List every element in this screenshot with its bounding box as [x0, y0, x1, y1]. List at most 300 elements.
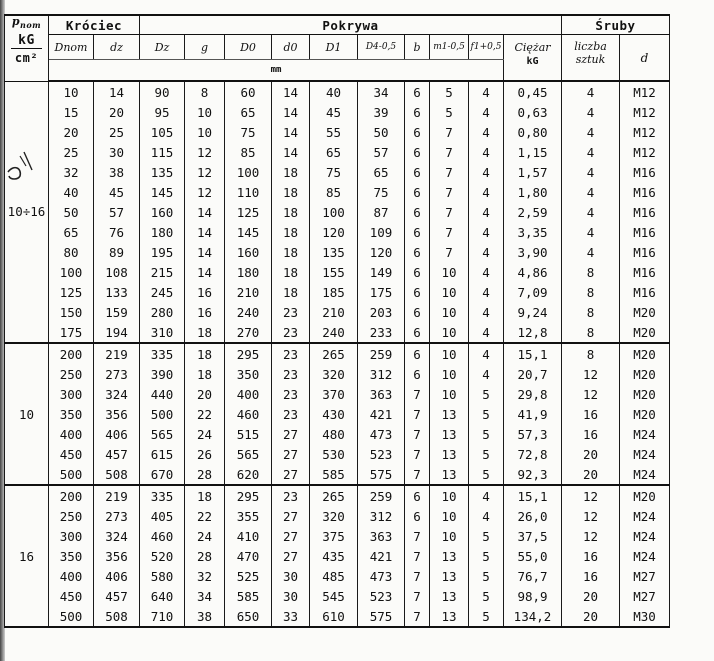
table-cell: 356: [94, 546, 140, 566]
table-cell: 23: [272, 384, 310, 404]
table-cell: 95: [140, 102, 185, 122]
table-cell: 240: [310, 322, 358, 343]
table-cell: 12: [185, 142, 225, 162]
table-cell: 8: [562, 262, 620, 282]
table-cell: 523: [358, 444, 405, 464]
table-cell: 20: [185, 384, 225, 404]
table-cell: M20: [620, 302, 670, 322]
table-cell: M16: [620, 202, 670, 222]
table-cell: 0,63: [504, 102, 562, 122]
table-cell: 20: [562, 464, 620, 485]
table-row: [5, 444, 670, 464]
col-g: g: [185, 35, 225, 60]
table-cell: 312: [358, 506, 405, 526]
table-cell: 100: [310, 202, 358, 222]
table-cell: 300: [49, 526, 94, 546]
table-cell: M12: [620, 81, 670, 102]
table-cell: 18: [272, 282, 310, 302]
table-cell: 150: [49, 302, 94, 322]
table-cell: 295: [225, 485, 272, 506]
table-cell: 6: [405, 162, 430, 182]
table-cell: 363: [358, 526, 405, 546]
table-cell: 15,1: [504, 485, 562, 506]
table-cell: 320: [310, 506, 358, 526]
pnom-unit-top: kG: [11, 33, 42, 49]
table-cell: 10: [430, 506, 469, 526]
table-cell: 18: [185, 364, 225, 384]
table-cell: M20: [620, 485, 670, 506]
table-body: [5, 81, 670, 627]
table-cell: 14: [185, 222, 225, 242]
table-cell: 12: [185, 182, 225, 202]
table-cell: 4: [469, 142, 504, 162]
table-cell: 72,8: [504, 444, 562, 464]
table-cell: 400: [49, 424, 94, 444]
table-cell: 23: [272, 404, 310, 424]
table-cell: 450: [49, 444, 94, 464]
table-cell: 4: [469, 302, 504, 322]
table-cell: 265: [310, 485, 358, 506]
table-cell: M12: [620, 102, 670, 122]
table-row: [5, 485, 670, 506]
table-cell: 7: [405, 444, 430, 464]
table-cell: 610: [310, 606, 358, 627]
table-cell: 8: [562, 322, 620, 343]
table-row: [5, 322, 670, 343]
table-cell: 24: [185, 526, 225, 546]
table-cell: 0,80: [504, 122, 562, 142]
table-cell: 4: [562, 162, 620, 182]
table-cell: 195: [140, 242, 185, 262]
table-cell: 370: [310, 384, 358, 404]
table-row: [5, 102, 670, 122]
table-cell: 4: [469, 322, 504, 343]
table-cell: 200: [49, 343, 94, 364]
table-cell: 27: [272, 546, 310, 566]
table-cell: 620: [225, 464, 272, 485]
table-cell: 18: [185, 485, 225, 506]
table-row: [5, 424, 670, 444]
table-cell: 15,1: [504, 343, 562, 364]
table-cell: 4: [469, 202, 504, 222]
table-cell: 200: [49, 485, 94, 506]
table-cell: 8: [185, 81, 225, 102]
table-cell: 20,7: [504, 364, 562, 384]
table-cell: 33: [272, 606, 310, 627]
table-cell: 45: [310, 102, 358, 122]
sruby-header: Śruby: [562, 15, 670, 35]
table-cell: 6: [405, 182, 430, 202]
table-cell: 75: [310, 162, 358, 182]
pnom-header: [5, 15, 49, 81]
table-cell: 13: [430, 424, 469, 444]
table-cell: 16: [562, 546, 620, 566]
table-cell: 4: [562, 81, 620, 102]
table-cell: 34: [358, 81, 405, 102]
table-cell: 160: [140, 202, 185, 222]
table-cell: 133: [94, 282, 140, 302]
table-cell: 26,0: [504, 506, 562, 526]
table-cell: M20: [620, 404, 670, 424]
table-cell: 470: [225, 546, 272, 566]
table-cell: 7: [405, 424, 430, 444]
table-cell: 18: [185, 343, 225, 364]
table-row: [5, 262, 670, 282]
table-cell: 85: [310, 182, 358, 202]
table-cell: 12: [562, 485, 620, 506]
table-cell: 390: [140, 364, 185, 384]
table-cell: 25: [94, 122, 140, 142]
table-row: [5, 142, 670, 162]
table-cell: 406: [94, 566, 140, 586]
table-cell: 421: [358, 404, 405, 424]
table-cell: 473: [358, 424, 405, 444]
table-cell: 20: [562, 606, 620, 627]
table-cell: 57: [358, 142, 405, 162]
table-cell: 6: [405, 343, 430, 364]
table-cell: 76,7: [504, 566, 562, 586]
table-cell: 5: [469, 566, 504, 586]
table-cell: 530: [310, 444, 358, 464]
table-cell: 4: [469, 262, 504, 282]
table-cell: 460: [225, 404, 272, 424]
table-cell: 1,57: [504, 162, 562, 182]
table-cell: 13: [430, 546, 469, 566]
table-cell: 6: [405, 202, 430, 222]
table-cell: 7: [405, 566, 430, 586]
table-cell: 545: [310, 586, 358, 606]
table-cell: 240: [225, 302, 272, 322]
table-cell: 18: [272, 222, 310, 242]
table-cell: 565: [140, 424, 185, 444]
table-cell: 5: [469, 586, 504, 606]
table-cell: 27: [272, 506, 310, 526]
table-cell: 215: [140, 262, 185, 282]
table-cell: 7: [405, 546, 430, 566]
table-cell: 219: [94, 343, 140, 364]
table-cell: 430: [310, 404, 358, 424]
table-cell: 185: [310, 282, 358, 302]
table-cell: 14: [185, 262, 225, 282]
table-cell: 6: [405, 122, 430, 142]
col-d: d: [620, 35, 670, 82]
table-cell: 7: [430, 142, 469, 162]
table-cell: 10: [185, 122, 225, 142]
table-cell: 10: [430, 262, 469, 282]
table-cell: M20: [620, 384, 670, 404]
table-cell: 10: [185, 102, 225, 122]
table-cell: 135: [140, 162, 185, 182]
table-cell: 5: [469, 424, 504, 444]
unit-mm-label: mm: [49, 60, 504, 82]
table-cell: M27: [620, 566, 670, 586]
table-cell: 5: [430, 81, 469, 102]
table-cell: 1,15: [504, 142, 562, 162]
pokrywa-header: Pokrywa: [140, 15, 562, 35]
table-cell: 10: [430, 302, 469, 322]
table-cell: 15: [49, 102, 94, 122]
table-cell: 38: [185, 606, 225, 627]
table-cell: 13: [430, 566, 469, 586]
table-cell: 92,3: [504, 464, 562, 485]
table-cell: 8: [562, 343, 620, 364]
table-cell: 6: [405, 506, 430, 526]
table-cell: 460: [140, 526, 185, 546]
table-cell: 410: [225, 526, 272, 546]
pnom-value: 16: [5, 485, 49, 627]
table-cell: 508: [94, 464, 140, 485]
table-cell: 14: [272, 81, 310, 102]
table-cell: 7: [430, 222, 469, 242]
table-cell: 6: [405, 81, 430, 102]
table-cell: M16: [620, 242, 670, 262]
table-cell: 120: [310, 222, 358, 242]
table-cell: 259: [358, 485, 405, 506]
table-cell: 12,8: [504, 322, 562, 343]
table-cell: 4: [469, 81, 504, 102]
table-cell: 1,80: [504, 182, 562, 202]
table-cell: 22: [185, 404, 225, 424]
table-cell: 16: [185, 282, 225, 302]
table-cell: 4: [562, 122, 620, 142]
table-cell: 480: [310, 424, 358, 444]
table-cell: 0,45: [504, 81, 562, 102]
table-cell: 8: [562, 302, 620, 322]
table-cell: 7: [405, 606, 430, 627]
table-cell: 203: [358, 302, 405, 322]
table-cell: 18: [272, 182, 310, 202]
table-cell: 13: [430, 606, 469, 627]
table-cell: 110: [225, 182, 272, 202]
table-cell: 57,3: [504, 424, 562, 444]
table-cell: M20: [620, 364, 670, 384]
col-d0: d0: [272, 35, 310, 60]
table-cell: 41,9: [504, 404, 562, 424]
table-cell: 194: [94, 322, 140, 343]
table-cell: 30: [272, 566, 310, 586]
table-cell: 273: [94, 506, 140, 526]
table-cell: 5: [469, 526, 504, 546]
table-cell: 87: [358, 202, 405, 222]
table-cell: 75: [358, 182, 405, 202]
table-cell: 16: [185, 302, 225, 322]
table-cell: 13: [430, 444, 469, 464]
table-cell: 320: [310, 364, 358, 384]
table-cell: M24: [620, 546, 670, 566]
table-cell: 473: [358, 566, 405, 586]
table-cell: 4: [469, 343, 504, 364]
table-cell: 76: [94, 222, 140, 242]
table-row: [5, 302, 670, 322]
table-cell: 75: [225, 122, 272, 142]
table-cell: 259: [358, 343, 405, 364]
col-D0: D0: [225, 35, 272, 60]
table-cell: 440: [140, 384, 185, 404]
table-cell: 6: [405, 322, 430, 343]
table-cell: 23: [272, 485, 310, 506]
table-cell: 40: [49, 182, 94, 202]
table-cell: 585: [310, 464, 358, 485]
table-cell: 23: [272, 343, 310, 364]
table-cell: 145: [225, 222, 272, 242]
table-cell: 3,35: [504, 222, 562, 242]
table-cell: 6: [405, 282, 430, 302]
table-cell: 7,09: [504, 282, 562, 302]
table-cell: 159: [94, 302, 140, 322]
table-row: [5, 122, 670, 142]
table-cell: 650: [225, 606, 272, 627]
table-cell: 363: [358, 384, 405, 404]
table-cell: M20: [620, 343, 670, 364]
table-cell: 50: [49, 202, 94, 222]
table-cell: 27: [272, 526, 310, 546]
table-cell: M12: [620, 122, 670, 142]
table-cell: 27: [272, 444, 310, 464]
table-row: [5, 162, 670, 182]
table-cell: 65: [358, 162, 405, 182]
table-row: [5, 282, 670, 302]
table-cell: 6: [405, 364, 430, 384]
table-cell: 135: [310, 242, 358, 262]
pnom-value: 10÷16: [5, 81, 49, 343]
table-cell: 5: [469, 404, 504, 424]
table-row: [5, 586, 670, 606]
table-cell: 18: [272, 262, 310, 282]
table-cell: 4: [562, 202, 620, 222]
table-cell: 149: [358, 262, 405, 282]
col-D1: D1: [310, 35, 358, 60]
table-cell: 335: [140, 343, 185, 364]
table-cell: 6: [405, 222, 430, 242]
table-cell: 57: [94, 202, 140, 222]
table-cell: 175: [358, 282, 405, 302]
table-cell: 565: [225, 444, 272, 464]
table-cell: 400: [49, 566, 94, 586]
table-cell: 585: [225, 586, 272, 606]
pnom-unit-bottom: cm²: [14, 51, 39, 66]
table-cell: 4: [469, 506, 504, 526]
table-cell: 405: [140, 506, 185, 526]
table-cell: 65: [225, 102, 272, 122]
table-cell: 39: [358, 102, 405, 122]
table-cell: 55,0: [504, 546, 562, 566]
table-cell: 350: [49, 404, 94, 424]
table-cell: 4: [469, 122, 504, 142]
table-cell: 500: [49, 464, 94, 485]
table-cell: 12: [562, 364, 620, 384]
table-cell: 5: [469, 464, 504, 485]
table-cell: M16: [620, 182, 670, 202]
table-cell: 6: [405, 142, 430, 162]
table-row: [5, 384, 670, 404]
table-cell: 155: [310, 262, 358, 282]
table-row: [5, 526, 670, 546]
table-cell: 525: [225, 566, 272, 586]
table-cell: 640: [140, 586, 185, 606]
table-cell: 7: [430, 122, 469, 142]
table-cell: M12: [620, 142, 670, 162]
table-cell: 580: [140, 566, 185, 586]
table-cell: 105: [140, 122, 185, 142]
table-cell: 4: [469, 242, 504, 262]
table-cell: 45: [94, 182, 140, 202]
table-cell: 3,90: [504, 242, 562, 262]
col-Dz: Dz: [140, 35, 185, 60]
col-ciezar: Ciężar kG: [504, 35, 562, 82]
col-dnom: Dnom: [49, 35, 94, 60]
table-cell: M24: [620, 464, 670, 485]
table-cell: 18: [272, 202, 310, 222]
table-cell: M24: [620, 506, 670, 526]
table-cell: 100: [225, 162, 272, 182]
col-b: b: [405, 35, 430, 60]
table-cell: M16: [620, 282, 670, 302]
table-cell: 134,2: [504, 606, 562, 627]
table-cell: 8: [562, 282, 620, 302]
table-cell: 435: [310, 546, 358, 566]
table-cell: 20: [562, 444, 620, 464]
table-cell: 7: [405, 404, 430, 424]
pnom-value: 10: [5, 343, 49, 485]
table-cell: 12: [562, 506, 620, 526]
table-row: [5, 81, 670, 102]
table-cell: M16: [620, 162, 670, 182]
table-cell: 14: [185, 202, 225, 222]
table-cell: M24: [620, 526, 670, 546]
table-cell: 575: [358, 606, 405, 627]
table-cell: 30: [94, 142, 140, 162]
table-row: [5, 242, 670, 262]
table-row: [5, 404, 670, 424]
table-cell: 25: [49, 142, 94, 162]
table-cell: 24: [185, 424, 225, 444]
table-cell: 4: [469, 282, 504, 302]
table-cell: 500: [49, 606, 94, 627]
table-cell: 310: [140, 322, 185, 343]
table-cell: 7: [405, 586, 430, 606]
table-cell: 6: [405, 102, 430, 122]
table-cell: 233: [358, 322, 405, 343]
table-cell: 145: [140, 182, 185, 202]
table-cell: 10: [430, 384, 469, 404]
table-cell: 65: [310, 142, 358, 162]
table-cell: 4: [562, 182, 620, 202]
table-cell: 20: [94, 102, 140, 122]
table-cell: 65: [49, 222, 94, 242]
table-cell: 6: [405, 262, 430, 282]
table-cell: 7: [405, 384, 430, 404]
table-cell: 16: [562, 566, 620, 586]
table-cell: 27: [272, 424, 310, 444]
table-cell: 12: [185, 162, 225, 182]
table-cell: 100: [49, 262, 94, 282]
table-cell: 160: [225, 242, 272, 262]
table-cell: 14: [185, 242, 225, 262]
table-cell: 450: [49, 586, 94, 606]
table-cell: 125: [49, 282, 94, 302]
table-cell: 615: [140, 444, 185, 464]
table-cell: 324: [94, 526, 140, 546]
table-cell: 38: [94, 162, 140, 182]
table-cell: 520: [140, 546, 185, 566]
table-cell: 30: [272, 586, 310, 606]
table-cell: 120: [358, 242, 405, 262]
table-cell: 350: [49, 546, 94, 566]
table-row: [5, 222, 670, 242]
table-cell: 485: [310, 566, 358, 586]
table-cell: 219: [94, 485, 140, 506]
table-cell: 4: [469, 162, 504, 182]
